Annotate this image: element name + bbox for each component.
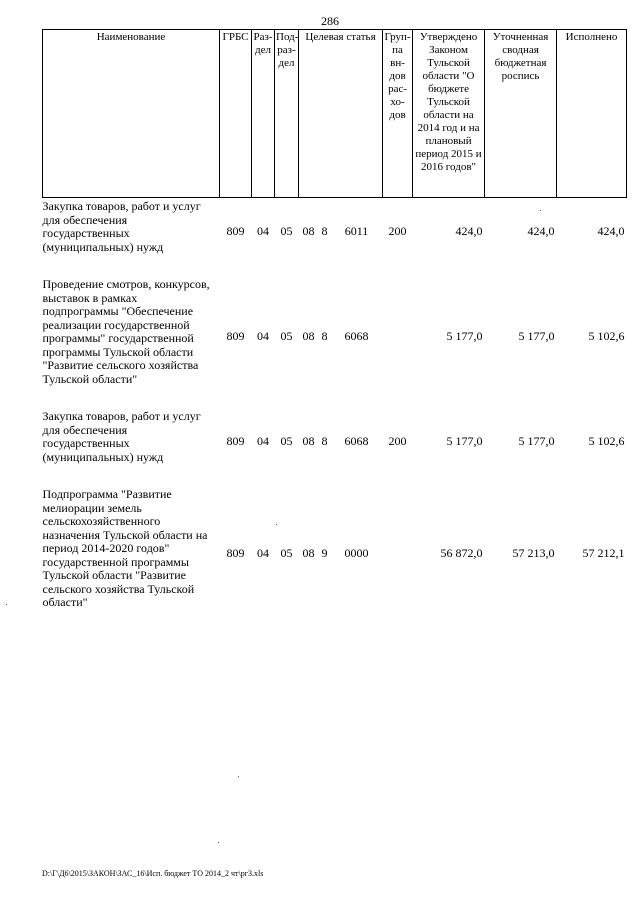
scan-speck — [6, 604, 7, 605]
row-article-code: 6011 — [344, 224, 369, 239]
table-row — [43, 408, 627, 486]
header-section: Раз-дел — [252, 30, 275, 198]
row-section: 04 — [257, 546, 269, 560]
row-refined: 424,0 — [527, 224, 555, 239]
row-grbs: 809 — [226, 434, 245, 449]
row-grbs: 809 — [226, 546, 245, 560]
row-article-code: 6068 — [344, 329, 369, 344]
scan-speck — [238, 776, 239, 777]
row-article-subprogram: 9 — [321, 546, 328, 560]
footer-file-path: D:\Г\Д6\2015\ЗАКОН\ЗАС_16\Исп. бюджет ТО 2014_2 чт\рг3.xls — [42, 869, 264, 878]
row-approved: 424,0 — [455, 224, 483, 239]
row-approved: 5 177,0 — [446, 434, 483, 449]
header-name: Наименование — [43, 30, 220, 198]
row-section: 04 — [257, 434, 269, 449]
row-grbs: 809 — [226, 224, 245, 239]
table-row — [43, 198, 627, 277]
scan-speck — [540, 210, 541, 211]
row-section: 04 — [257, 329, 269, 344]
row-executed: 5 102,6 — [588, 329, 625, 344]
page-number: 286 — [321, 14, 339, 28]
row-approved: 5 177,0 — [446, 329, 483, 344]
row-expense-group: 200 — [388, 224, 407, 239]
row-refined: 5 177,0 — [518, 434, 555, 449]
row-expense-group — [383, 486, 413, 632]
row-refined: 5 177,0 — [518, 329, 555, 344]
row-subsection: 05 — [280, 329, 293, 344]
row-section: 04 — [257, 224, 269, 239]
scan-speck — [276, 524, 277, 525]
row-article-program: 08 — [302, 329, 315, 344]
row-article-code: 0000 — [344, 546, 369, 560]
row-subsection: 05 — [280, 434, 293, 449]
table-header-row — [43, 30, 627, 198]
table-row — [43, 276, 627, 408]
scan-speck — [218, 842, 219, 843]
header-expense-group: Груп-па вн-дов рас-хо-дов — [383, 30, 413, 198]
row-article-subprogram: 8 — [321, 329, 328, 344]
row-name: Подпрограмма "Развитие мелиорации земель сельскохозяйственного назначения Тульской области на период 2014-2020 годов" государственной программы Тульской области "Развитие сельского хозяйства Тульской области" — [42, 487, 208, 609]
row-article-program: 08 — [302, 224, 315, 239]
budget-table — [42, 29, 627, 632]
row-name: Закупка товаров, работ и услуг для обеспечения государственных (муниципальных) нужд — [42, 199, 201, 254]
row-article-code: 6068 — [344, 434, 369, 449]
row-grbs: 809 — [226, 329, 245, 344]
row-article-subprogram: 8 — [321, 434, 328, 449]
row-expense-group — [383, 276, 413, 408]
row-executed: 5 102,6 — [588, 434, 625, 449]
table-row — [43, 486, 627, 632]
row-approved: 56 872,0 — [440, 546, 483, 560]
header-refined: Уточненная сводная бюджетная роспись — [485, 30, 557, 198]
row-article-program: 08 — [302, 546, 315, 560]
row-refined: 57 213,0 — [512, 546, 555, 560]
header-executed: Исполнено — [557, 30, 627, 198]
row-executed: 424,0 — [597, 224, 625, 239]
row-subsection: 05 — [280, 224, 293, 239]
row-article-subprogram: 8 — [321, 224, 328, 239]
row-name: Закупка товаров, работ и услуг для обеспечения государственных (муниципальных) нужд — [42, 409, 201, 464]
row-expense-group: 200 — [388, 434, 407, 449]
header-approved: Утверждено Законом Тульской области "О бюджете Тульской области на 2014 год и на плановый период 2015 и 2016 годов" — [413, 30, 485, 198]
header-grbs: ГРБС — [220, 30, 252, 198]
header-subsection: Под-раз-дел — [275, 30, 299, 198]
row-name: Проведение смотров, конкурсов, выставок в рамках подпрограммы "Обеспечение реализации государственной программы" государственной программы Тульской области "Развитие сельского хозяйства Тульской области" — [42, 277, 210, 386]
row-article-program: 08 — [302, 434, 315, 449]
header-target-article: Целевая статья — [299, 30, 383, 198]
row-executed: 57 212,1 — [582, 546, 625, 560]
row-subsection: 05 — [280, 546, 293, 560]
